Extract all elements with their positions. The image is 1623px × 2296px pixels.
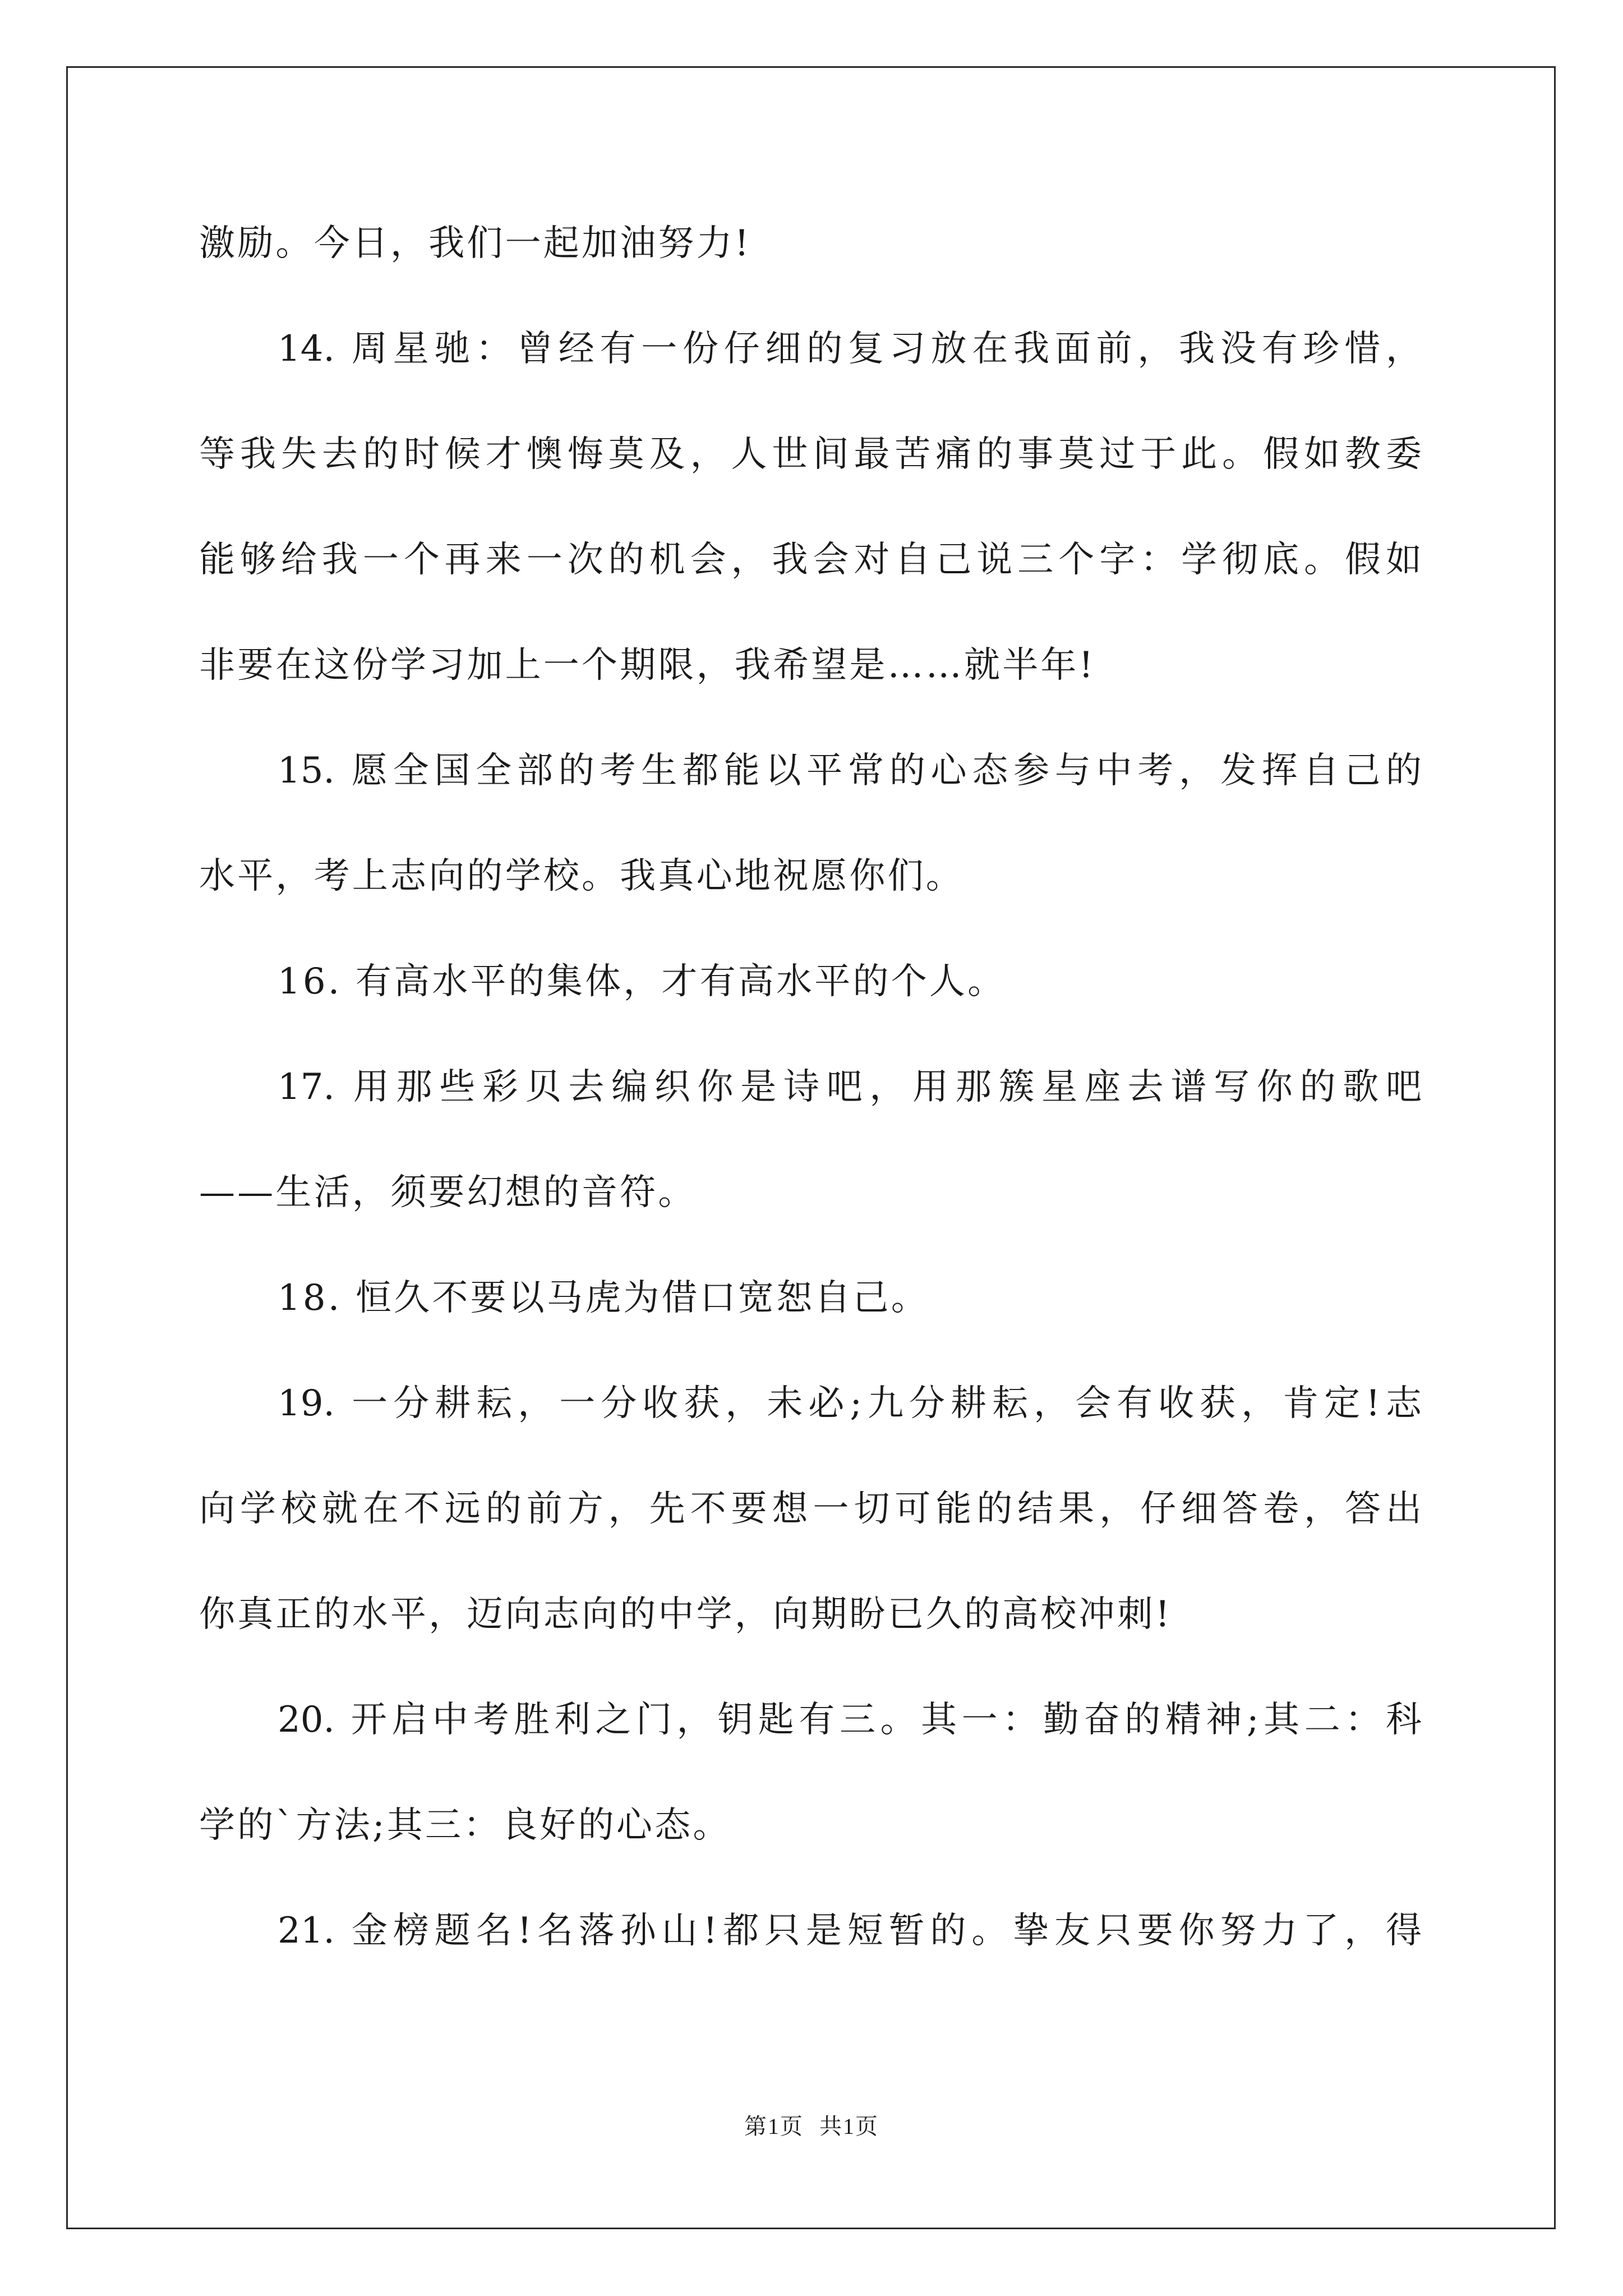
text-line: 非要在这份学习加上一个期限，我希望是……就半年! xyxy=(199,645,1096,686)
text-line: 水平，考上志向的学校。我真心地祝愿你们。 xyxy=(199,855,964,897)
text-line: ——生活，须要幻想的音符。 xyxy=(199,1172,697,1213)
text-line: 14. 周星驰：曾经有一份仔细的复习放在我面前，我没有珍惜， xyxy=(278,328,1422,370)
text-line: 你真正的水平，迈向志向的中学，向期盼已久的高校冲刺! xyxy=(199,1594,1172,1635)
text-line: 向学校就在不远的前方，先不要想一切可能的结果，仔细答卷，答出 xyxy=(199,1488,1422,1530)
text-line: 19. 一分耕耘，一分收获，未必;九分耕耘，会有收获，肯定!志 xyxy=(278,1383,1422,1424)
text-line: 15. 愿全国全部的考生都能以平常的心态参与中考，发挥自己的 xyxy=(278,750,1422,792)
document-body xyxy=(199,220,1422,2013)
text-line: 18. 恒久不要以马虎为借口宽恕自己。 xyxy=(278,1277,929,1319)
text-line: 20. 开启中考胜利之门，钥匙有三。其一：勤奋的精神;其二：科 xyxy=(278,1699,1422,1741)
text-line: 21. 金榜题名!名落孙山!都只是短暂的。挚友只要你努力了，得 xyxy=(278,1910,1422,1952)
page-number: 第1页 xyxy=(744,2114,804,2139)
text-line: 能够给我一个再来一次的机会，我会对自己说三个字：学彻底。假如 xyxy=(199,539,1422,581)
text-line: 学的`方法;其三：良好的心态。 xyxy=(199,1805,731,1846)
text-line: 激励。今日，我们一起加油努力! xyxy=(199,223,751,264)
text-line: 17. 用那些彩贝去编织你是诗吧，用那簇星座去谱写你的歌吧 xyxy=(278,1066,1422,1108)
page-count: 共1页 xyxy=(819,2114,879,2139)
text-line: 16. 有高水平的集体，才有高水平的个人。 xyxy=(278,961,1006,1002)
text-line: 等我失去的时候才懊悔莫及，人世间最苦痛的事莫过于此。假如教委 xyxy=(199,434,1422,475)
page-footer xyxy=(0,2113,1623,2140)
